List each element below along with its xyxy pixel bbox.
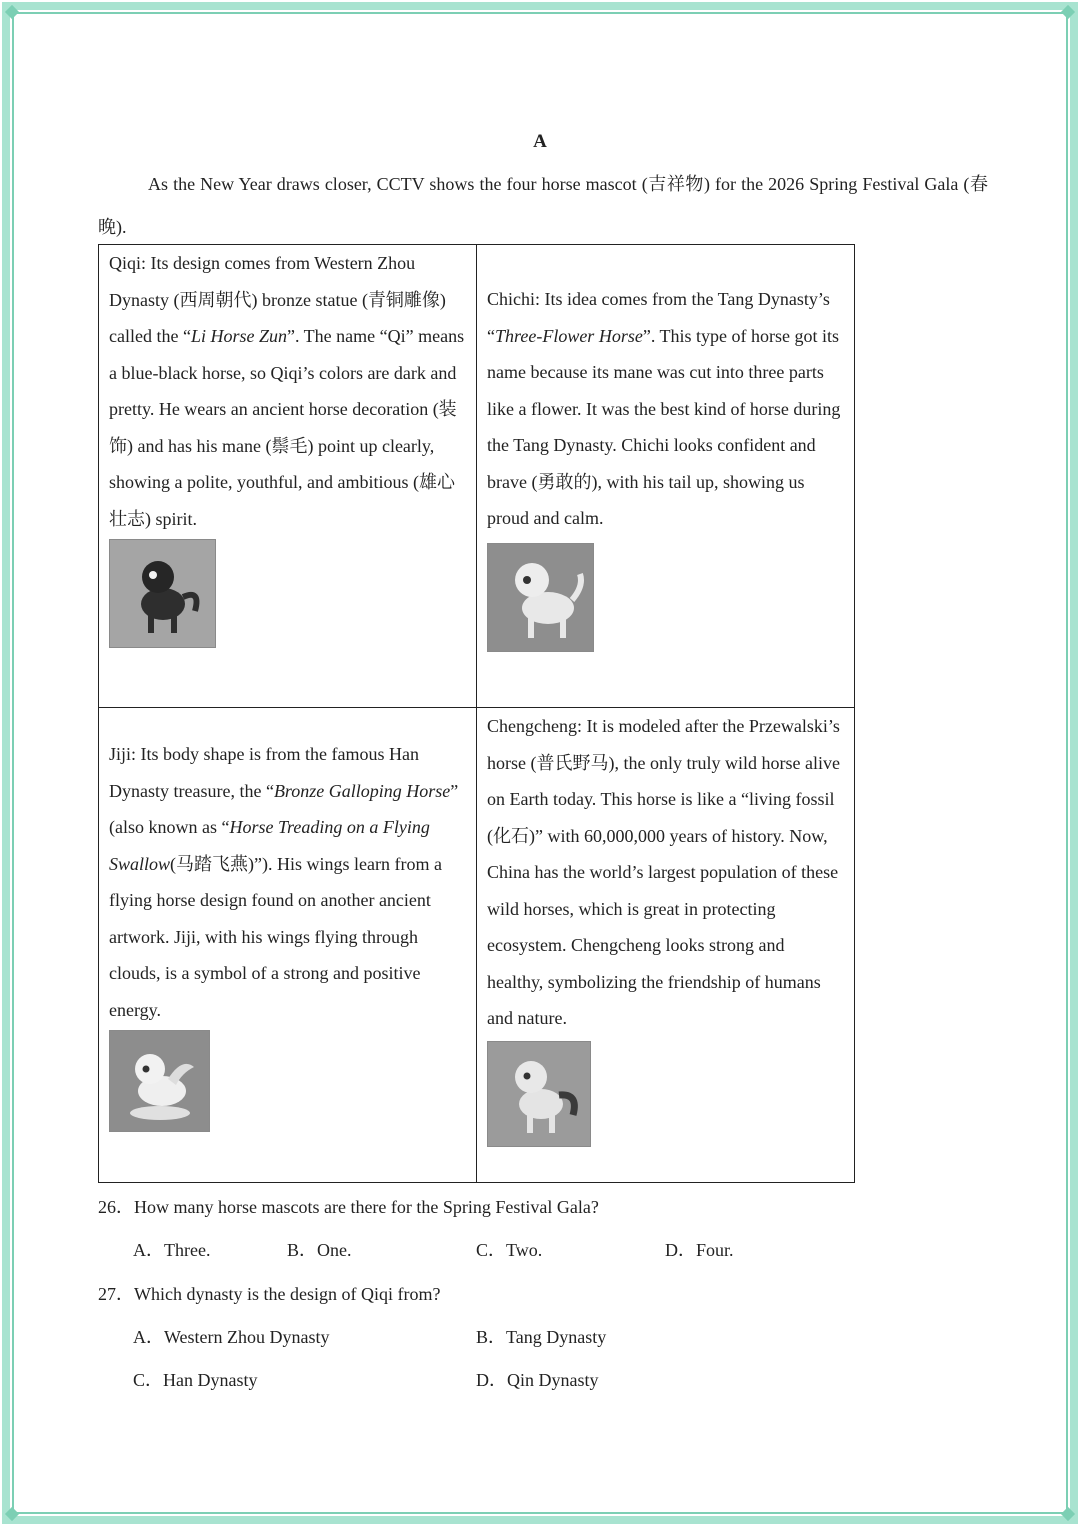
mascot-text: ” (also known as “ <box>109 780 459 837</box>
option-text: Tang Dynasty <box>506 1327 607 1347</box>
mascot-text: (马踏飞燕)”). His wings learn from a flying horse design found on another ancient artwork. Jiji, with his wings flying through clouds, is a symbol of a strong and positive energy. <box>109 853 442 1020</box>
option-text: One. <box>317 1240 352 1260</box>
option-key: A． <box>133 1240 164 1260</box>
question-text: Which dynasty is the design of Qiqi from? <box>134 1284 441 1304</box>
question-number: 26． <box>98 1197 134 1217</box>
option-key: B． <box>476 1327 507 1347</box>
mascot-cell-chengcheng <box>477 708 855 1183</box>
option-text: Three. <box>164 1240 211 1260</box>
intro-paragraph: As the New Year draws closer, CCTV shows the four horse mascot (吉祥物) for the 2026 Spring Festival Gala (春晚). <box>98 174 988 237</box>
option-key: B． <box>287 1240 318 1260</box>
option-key: A． <box>133 1327 164 1347</box>
mascot-text: Chengcheng: It is modeled after the Przewalski’s horse (普氏野马), the only truly wild horse alive on Earth today. This horse is like a “living fossil (化石)” with 60,000,000 years of history. Now, China has the world’s largest population of these wild horses, which is great in protecting ecosystem. Chengcheng looks strong and healthy, symbolizing the friendship of humans and nature. <box>487 716 840 1028</box>
section-title: A <box>533 131 547 152</box>
option-text: Two. <box>506 1240 543 1260</box>
option-key: D． <box>476 1370 507 1390</box>
chichi-mascot-image <box>487 543 594 652</box>
question-26 <box>98 1193 599 1219</box>
question-27 <box>98 1280 440 1306</box>
option-27-a[interactable] <box>133 1323 330 1349</box>
option-26-c[interactable] <box>476 1236 542 1262</box>
mascot-text: ”. The name “Qi” means a blue-black horse, so Qiqi’s colors are dark and pretty. He wears an ancient horse decoration (装饰) and has his mane (鬃毛) point up clearly, showing a polite, youthful, and ambitious (雄心壮志) spirit. <box>109 326 465 529</box>
option-key: C． <box>476 1240 507 1260</box>
option-27-d[interactable] <box>476 1366 599 1392</box>
mascot-text: Jiji: Its body shape is from the famous Han Dynasty treasure, the “ <box>109 744 419 801</box>
option-26-b[interactable] <box>287 1236 352 1262</box>
question-number: 27． <box>98 1284 134 1304</box>
jiji-mascot-image <box>109 1030 210 1132</box>
mascot-cell-chichi <box>477 245 855 708</box>
mascot-cell-qiqi <box>99 245 477 708</box>
mascot-text: Chichi: Its idea comes from the Tang Dynasty’s “ <box>487 289 830 346</box>
mascot-text: ”. This type of horse got its name because its mane was cut into three parts like a flower. It was the best kind of horse during the Tang Dynasty. Chichi looks confident and brave (勇敢的), with his tail up, showing us proud and calm. <box>487 325 841 528</box>
qiqi-mascot-image <box>109 539 216 648</box>
mascot-italic-title: Li Horse Zun <box>190 326 287 346</box>
mascot-text: Qiqi: Its design comes from Western Zhou Dynasty (西周朝代) bronze statue (青铜雕像) called the “ <box>109 253 446 346</box>
chengcheng-mascot-image <box>487 1041 591 1147</box>
option-26-d[interactable] <box>665 1236 734 1262</box>
option-key: C． <box>133 1370 164 1390</box>
option-text: Han Dynasty <box>163 1370 258 1390</box>
option-text: Qin Dynasty <box>507 1370 599 1390</box>
mascot-italic-title: Horse Treading on a Flying Swallow <box>109 817 430 874</box>
option-27-c[interactable] <box>133 1366 258 1392</box>
mascot-italic-title: Bronze Galloping Horse <box>273 780 451 801</box>
question-text: How many horse mascots are there for the Spring Festival Gala? <box>134 1197 599 1217</box>
option-text: Western Zhou Dynasty <box>164 1327 330 1347</box>
option-26-a[interactable] <box>133 1236 210 1262</box>
option-27-b[interactable] <box>476 1323 606 1349</box>
mascot-cell-jiji <box>99 708 477 1183</box>
mascot-table <box>98 244 855 1183</box>
mascot-italic-title: Three-Flower Horse <box>495 325 643 346</box>
option-key: D． <box>665 1240 696 1260</box>
option-text: Four. <box>696 1240 734 1260</box>
